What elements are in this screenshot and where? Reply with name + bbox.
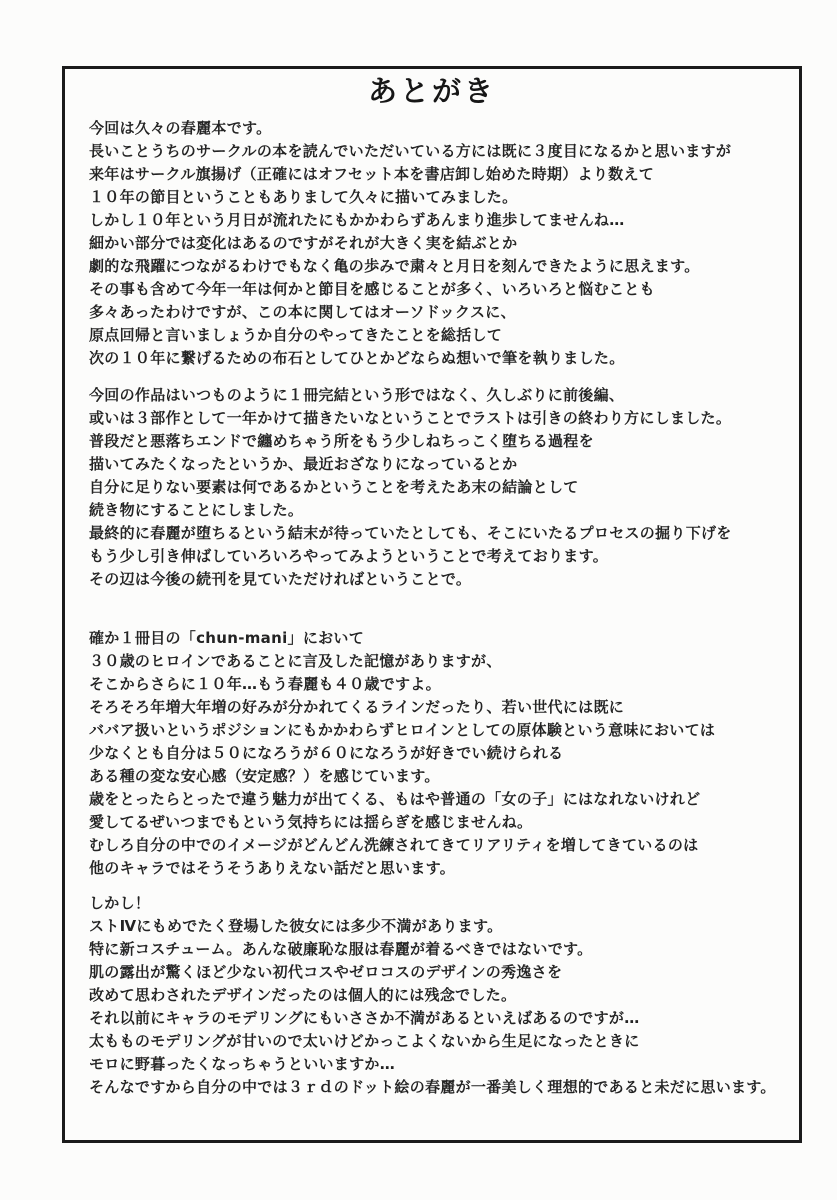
text-line: 歳をとったらとったで違う魅力が出てくる、もはや普通の「女の子」にはなれないけれど <box>89 790 701 808</box>
text-line: 細かい部分では変化はあるのですがそれが大きく実を結ぶとか <box>89 234 518 252</box>
text-line: そろそろ年増大年増の好みが分かれてくるラインだったり、若い世代には既に <box>89 698 625 716</box>
text-line: しかし１０年という月日が流れたにもかかわらずあんまり進歩してませんね… <box>89 211 625 229</box>
text-line: 原点回帰と言いましょうか自分のやってきたことを総括して <box>89 326 503 344</box>
paragraph-story-structure <box>89 384 793 591</box>
text-line: 多々あったわけですが、この本に関してはオーソドックスに、 <box>89 303 516 321</box>
text-line: その事も含めて今年一年は何かと節目を感じることが多く、いろいろと悩むことも <box>89 280 655 298</box>
paragraph-sf4-complaints <box>89 892 793 1099</box>
text-line: 劇的な飛躍につながるわけでもなく亀の歩みで粛々と月日を刻んできたように思えます。 <box>89 257 700 275</box>
text-line: ある種の変な安心感（安定感？）を感じています。 <box>89 767 440 785</box>
text-line: その辺は今後の続刊を見ていただければということで。 <box>89 570 472 588</box>
page-title: あとがき <box>367 74 496 108</box>
text-line: ３０歳のヒロインであることに言及した記憶がありますが、 <box>89 652 502 670</box>
text-line: それ以前にキャラのモデリングにもいささか不満があるといえばあるのですが… <box>89 1009 640 1027</box>
text-line: 最終的に春麗が堕ちるという結末が待っていたとしても、そこにいたるプロセスの掘り下げを <box>89 524 732 542</box>
text-line: 或いは３部作として一年かけて描きたいなということでラストは引きの終わり方にしました。 <box>89 409 732 427</box>
text-line: モロに野暮ったくなっちゃうといいますか… <box>89 1055 396 1073</box>
paragraph-heroine-age <box>89 627 793 880</box>
text-line: 次の１０年に繋げるための布石としてひとかどならぬ想いで筆を執りました。 <box>89 349 625 367</box>
text-line: 長いことうちのサークルの本を読んでいただいている方には既に３度目になるかと思いますが <box>89 142 732 160</box>
text-line: 来年はサークル旗揚げ（正確にはオフセット本を書店卸し始めた時期）より数えて <box>89 165 655 183</box>
text-line: そんなですから自分の中では３ｒｄのドット絵の春麗が一番美しく理想的であると未だに思います。 <box>89 1078 776 1096</box>
text-line: 少なくとも自分は５０になろうが６０になろうが好きでい続けられる <box>89 744 564 762</box>
text-line: もう少し引き伸ばしていろいろやってみようということで考えております。 <box>89 547 609 565</box>
afterword-body <box>89 117 799 1099</box>
text-line: ババア扱いというポジションにもかかわらずヒロインとしての原体験という意味においては <box>89 721 716 739</box>
text-line: ストⅣにもめでたく登場した彼女には多少不満があります。 <box>89 917 503 935</box>
paragraph-intro <box>89 117 793 370</box>
text-line: 今回は久々の春麗本です。 <box>89 119 272 137</box>
text-line: 描いてみたくなったというか、最近おざなりになっているとか <box>89 455 518 473</box>
text-line: 改めて思わされたデザインだったのは個人的には残念でした。 <box>89 986 517 1004</box>
text-line: 続き物にすることにしました。 <box>89 501 304 519</box>
text-line: 肌の露出が驚くほど少ない初代コスやゼロコスのデザインの秀逸さを <box>89 963 563 981</box>
text-line: そこからさらに１０年…もう春麗も４０歳ですよ。 <box>89 675 441 693</box>
text-line: 普段だと悪落ちエンドで纏めちゃう所をもう少しねちっこく堕ちる過程を <box>89 432 594 450</box>
text-line: むしろ自分の中でのイメージがどんどん洗練されてきてリアリティを増してきているのは <box>89 836 699 854</box>
text-line: 今回の作品はいつものように１冊完結という形ではなく、久しぶりに前後編、 <box>89 386 625 404</box>
text-line: 自分に足りない要素は何であるかということを考えたあ末の結論として <box>89 478 579 496</box>
text-line: １０年の節目ということもありまして久々に描いてみました。 <box>89 188 518 206</box>
text-line: 確か１冊目の「chun-mani」において <box>89 629 365 647</box>
text-line: しかし！ <box>89 894 151 912</box>
text-line: 太もものモデリングが甘いので太いけどかっこよくないから生足になったときに <box>89 1032 640 1050</box>
afterword-frame <box>62 66 802 1143</box>
text-line: 愛してるぜいつまでもという気持ちには揺らぎを感じませんね。 <box>89 813 533 831</box>
text-line: 特に新コスチューム。あんな破廉恥な服は春麗が着るべきではないです。 <box>89 940 593 958</box>
text-line: 他のキャラではそうそうありえない話だと思います。 <box>89 859 456 877</box>
